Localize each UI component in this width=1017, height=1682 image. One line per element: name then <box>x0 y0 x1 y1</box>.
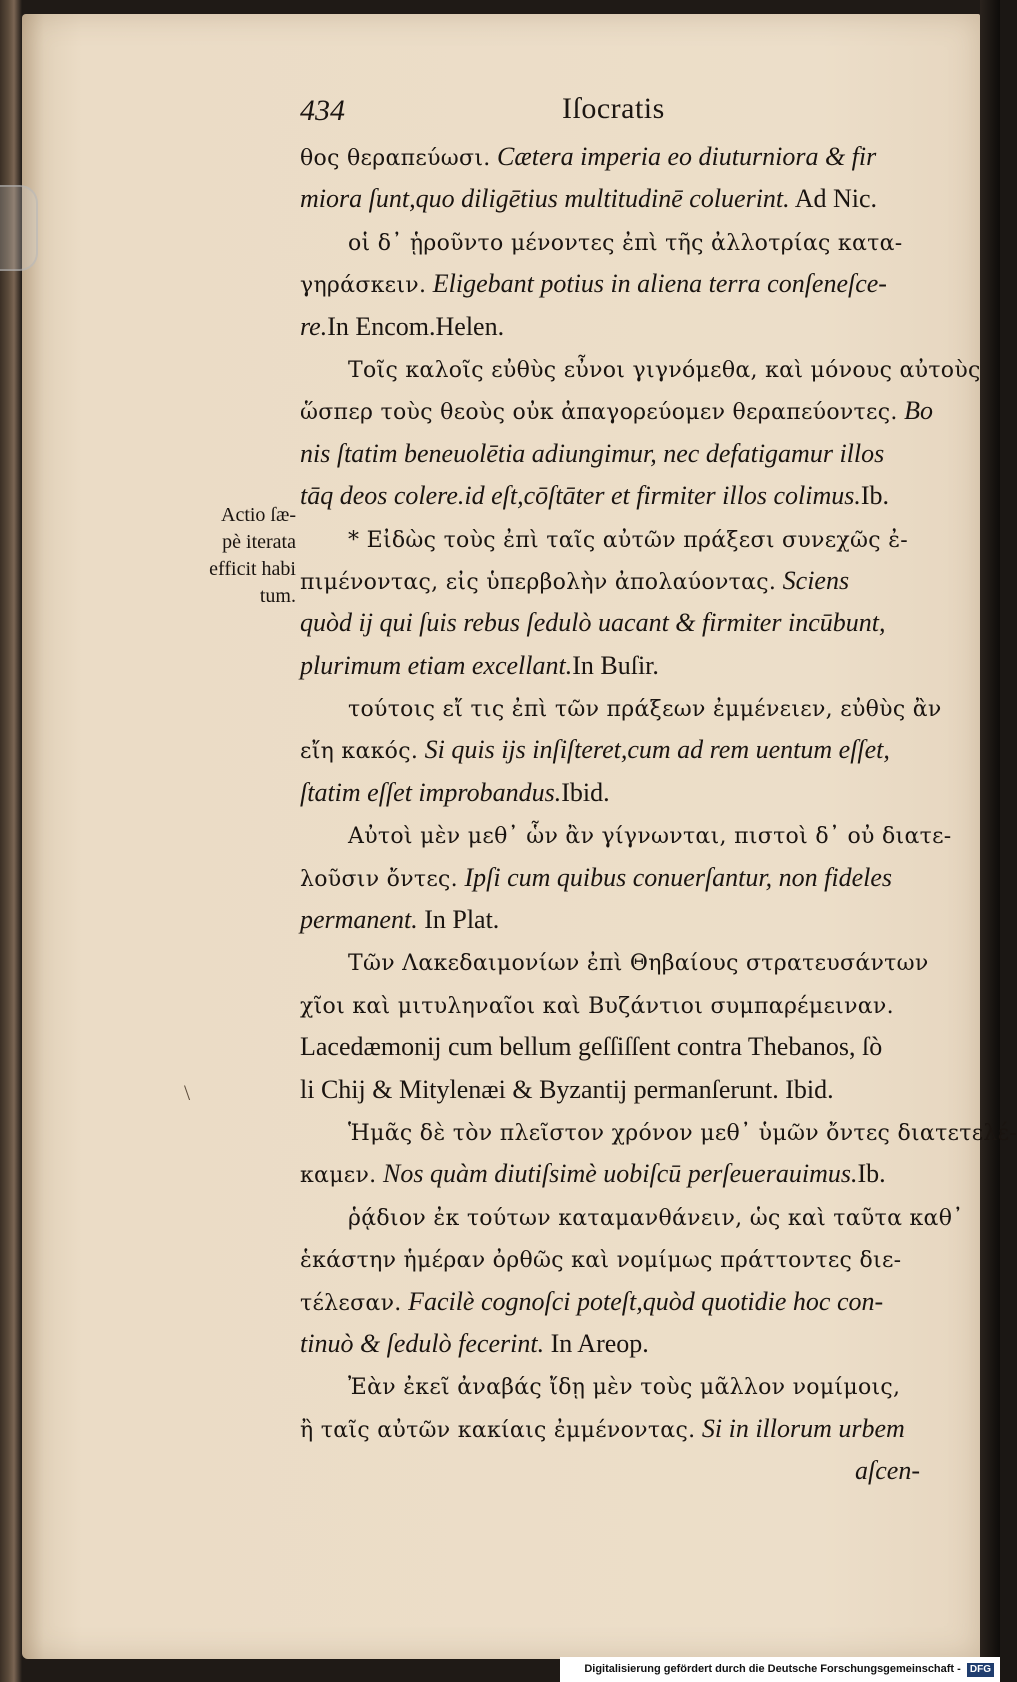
text-line <box>300 560 920 602</box>
greek-text: ἢ ταῖς αὐτῶν κακίαις ἐμμένοντας. <box>300 1417 696 1443</box>
reference-text: Ad Nic. <box>789 184 878 214</box>
latin-text: quòd ij qui ſuis rebus ſedulò uacant & firmiter incūbunt, <box>300 608 886 638</box>
latin-text: aſcen- <box>855 1456 920 1486</box>
footer-text: Digitalisierung gefördert durch die Deutsche Forschungsgemeinschaft - <box>584 1663 961 1675</box>
greek-text: Τῶν Λακεδαιμονίων ἐπὶ Θηβαίους στρατευσάντων <box>348 951 929 977</box>
greek-text: ἑκάστην ἡμέραν ὀρθῶς καὶ νομίμως πράττοντες διε- <box>300 1248 902 1274</box>
text-line <box>300 136 920 178</box>
text-line <box>300 857 920 899</box>
text-line <box>300 1450 920 1492</box>
digitization-footer <box>560 1657 1000 1682</box>
margin-note-line: Actio ſæ- <box>221 504 296 526</box>
text-line <box>300 306 920 348</box>
latin-text: Nos quàm diutiſsimè uobiſcū perſeuerauimus. <box>376 1159 858 1189</box>
greek-text: Αὐτοὶ μὲν μεθ᾽ ὧν ἂν γίγνωνται, πιστοὶ δ᾽ οὐ διατε- <box>348 824 952 850</box>
latin-text: Sciens <box>776 565 850 595</box>
greek-text: θος θεραπεύωσι. <box>300 146 491 171</box>
latin-text: Bo <box>897 396 934 426</box>
text-line <box>300 348 981 390</box>
latin-text: Ipſi cum quibus conuerſantur, non fideles <box>457 862 892 892</box>
text-line <box>300 772 920 814</box>
latin-text: nis ſtatim beneuolētia adiungimur, nec defatigamur illos <box>300 438 885 468</box>
latin-text: plurimum etiam excellant. <box>300 650 573 680</box>
text-line <box>300 814 952 856</box>
text-line <box>300 984 920 1026</box>
greek-text: ὥσπερ τοὺς θεοὺς οὐκ ἀπαγορεύομεν θεραπεύοντες. <box>300 400 898 426</box>
text-line <box>300 1026 920 1068</box>
page-clip <box>0 185 38 271</box>
reference-text: Ib. <box>857 1159 886 1189</box>
greek-text: τέλεσαν. <box>300 1290 402 1316</box>
latin-text: ſtatim eſſet improbandus. <box>300 777 562 807</box>
greek-text: γηράσκειν. <box>300 273 427 299</box>
greek-text: λοῦσιν ὄντες. <box>300 866 458 892</box>
text-line <box>300 1323 920 1365</box>
text-line <box>300 1153 920 1195</box>
text-line <box>300 729 920 771</box>
text-line <box>300 1111 1017 1153</box>
greek-text: * Εἰδὼς τοὺς ἐπὶ ταῖς αὐτῶν πράξεσι συνεχῶς ἐ- <box>348 527 909 553</box>
reference-text: In Plat. <box>417 905 500 935</box>
reference-text: Lacedæmonij cum bellum geſſiſſent contra Thebanos, ſò <box>300 1032 883 1062</box>
reference-text: Ibid. <box>561 777 610 807</box>
reference-text: In Encom.Helen. <box>327 311 505 341</box>
body-text <box>300 136 1017 1493</box>
page-edge <box>980 0 1000 1682</box>
reference-text: li Chij & Mitylenæi & Byzantij permanſerunt. Ibid. <box>300 1074 834 1104</box>
text-line <box>300 433 920 475</box>
margin-note-line: pè iterata <box>222 531 296 553</box>
text-line <box>300 1196 964 1238</box>
reference-text: In Buſir. <box>572 650 659 680</box>
latin-text: tāq deos colere.id eſt,cōſtāter et firmiter illos colimus. <box>300 481 861 511</box>
text-line <box>300 687 942 729</box>
text-line <box>300 1281 920 1323</box>
latin-text: Eligebant potius in aliena terra conſeneſce- <box>426 269 887 299</box>
text-line <box>300 1069 920 1111</box>
text-line <box>300 602 920 644</box>
latin-text: miora ſunt,quo diligētius multitudinē coluerint. <box>300 184 790 214</box>
text-line <box>300 899 920 941</box>
greek-text: χῖοι καὶ μιτυληναῖοι καὶ Βυζάντιοι συμπαρέμειναν. <box>300 993 894 1019</box>
latin-text: Si quis ijs inſiſteret,cum ad rem uentum eſſet, <box>418 735 890 765</box>
latin-text: tinuò & ſedulò fecerint. <box>300 1328 545 1358</box>
greek-text: ῥᾴδιον ἐκ τούτων καταμανθάνειν, ὡς καὶ ταῦτα καθ᾽ <box>348 1205 964 1231</box>
reference-text: Ib. <box>860 481 890 511</box>
margin-note-line: tum. <box>259 585 296 607</box>
text-line <box>300 263 920 305</box>
latin-text: Cætera imperia eo diuturniora & fir <box>490 142 877 171</box>
page-header <box>300 92 910 136</box>
latin-text: re. <box>300 311 328 341</box>
greek-text: καμεν. <box>300 1163 377 1189</box>
greek-text: Ἡμᾶς δὲ τὸν πλεῖστον χρόνον μεθ᾽ ὑμῶν ὄντες διατετελέ- <box>348 1120 1017 1146</box>
text-line <box>300 1408 920 1450</box>
latin-text: Si in illorum urbem <box>695 1413 905 1443</box>
greek-text: οἱ δ᾽ ᾑροῦντο μένοντες ἐπὶ τῆς ἀλλοτρίας κατα- <box>348 230 903 256</box>
text-line <box>300 645 920 687</box>
greek-text: εἴη κακός. <box>300 739 419 765</box>
greek-text: Τοῖς καλοῖς εὐθὺς εὖνοι γιγνόμεθα, καὶ μόνους αὐτοὺς <box>348 357 981 383</box>
latin-text: permanent. <box>300 905 418 935</box>
page-number: 434 <box>300 94 345 127</box>
margin-note <box>160 502 296 610</box>
text-line <box>300 518 920 560</box>
reference-text: In Areop. <box>544 1328 649 1358</box>
text-line <box>300 390 934 432</box>
running-head: Iſocratis <box>562 92 665 125</box>
dfg-logo: DFG <box>967 1663 994 1677</box>
greek-text: Ἐὰν ἐκεῖ ἀναβάς ἴδῃ μὲν τοὺς μᾶλλον νομίμοις, <box>348 1375 901 1401</box>
greek-text: τούτοις εἴ τις ἐπὶ τῶν πράξεων ἐμμένειεν, εὐθὺς ἂν <box>348 697 942 723</box>
text-line <box>300 178 920 220</box>
latin-text: Facilè cognoſci poteſt,quòd quotidie hoc con- <box>401 1286 884 1316</box>
text-line <box>300 221 920 263</box>
margin-note-line: efficit habi <box>209 558 296 580</box>
text-line <box>300 475 920 517</box>
text-line <box>300 1365 920 1407</box>
greek-text: πιμένοντας, εἰς ὑπερβολὴν ἀπολαύοντας. <box>300 569 777 595</box>
text-line <box>300 941 929 983</box>
stray-mark: \ <box>184 1080 191 1105</box>
text-line <box>300 1238 920 1280</box>
